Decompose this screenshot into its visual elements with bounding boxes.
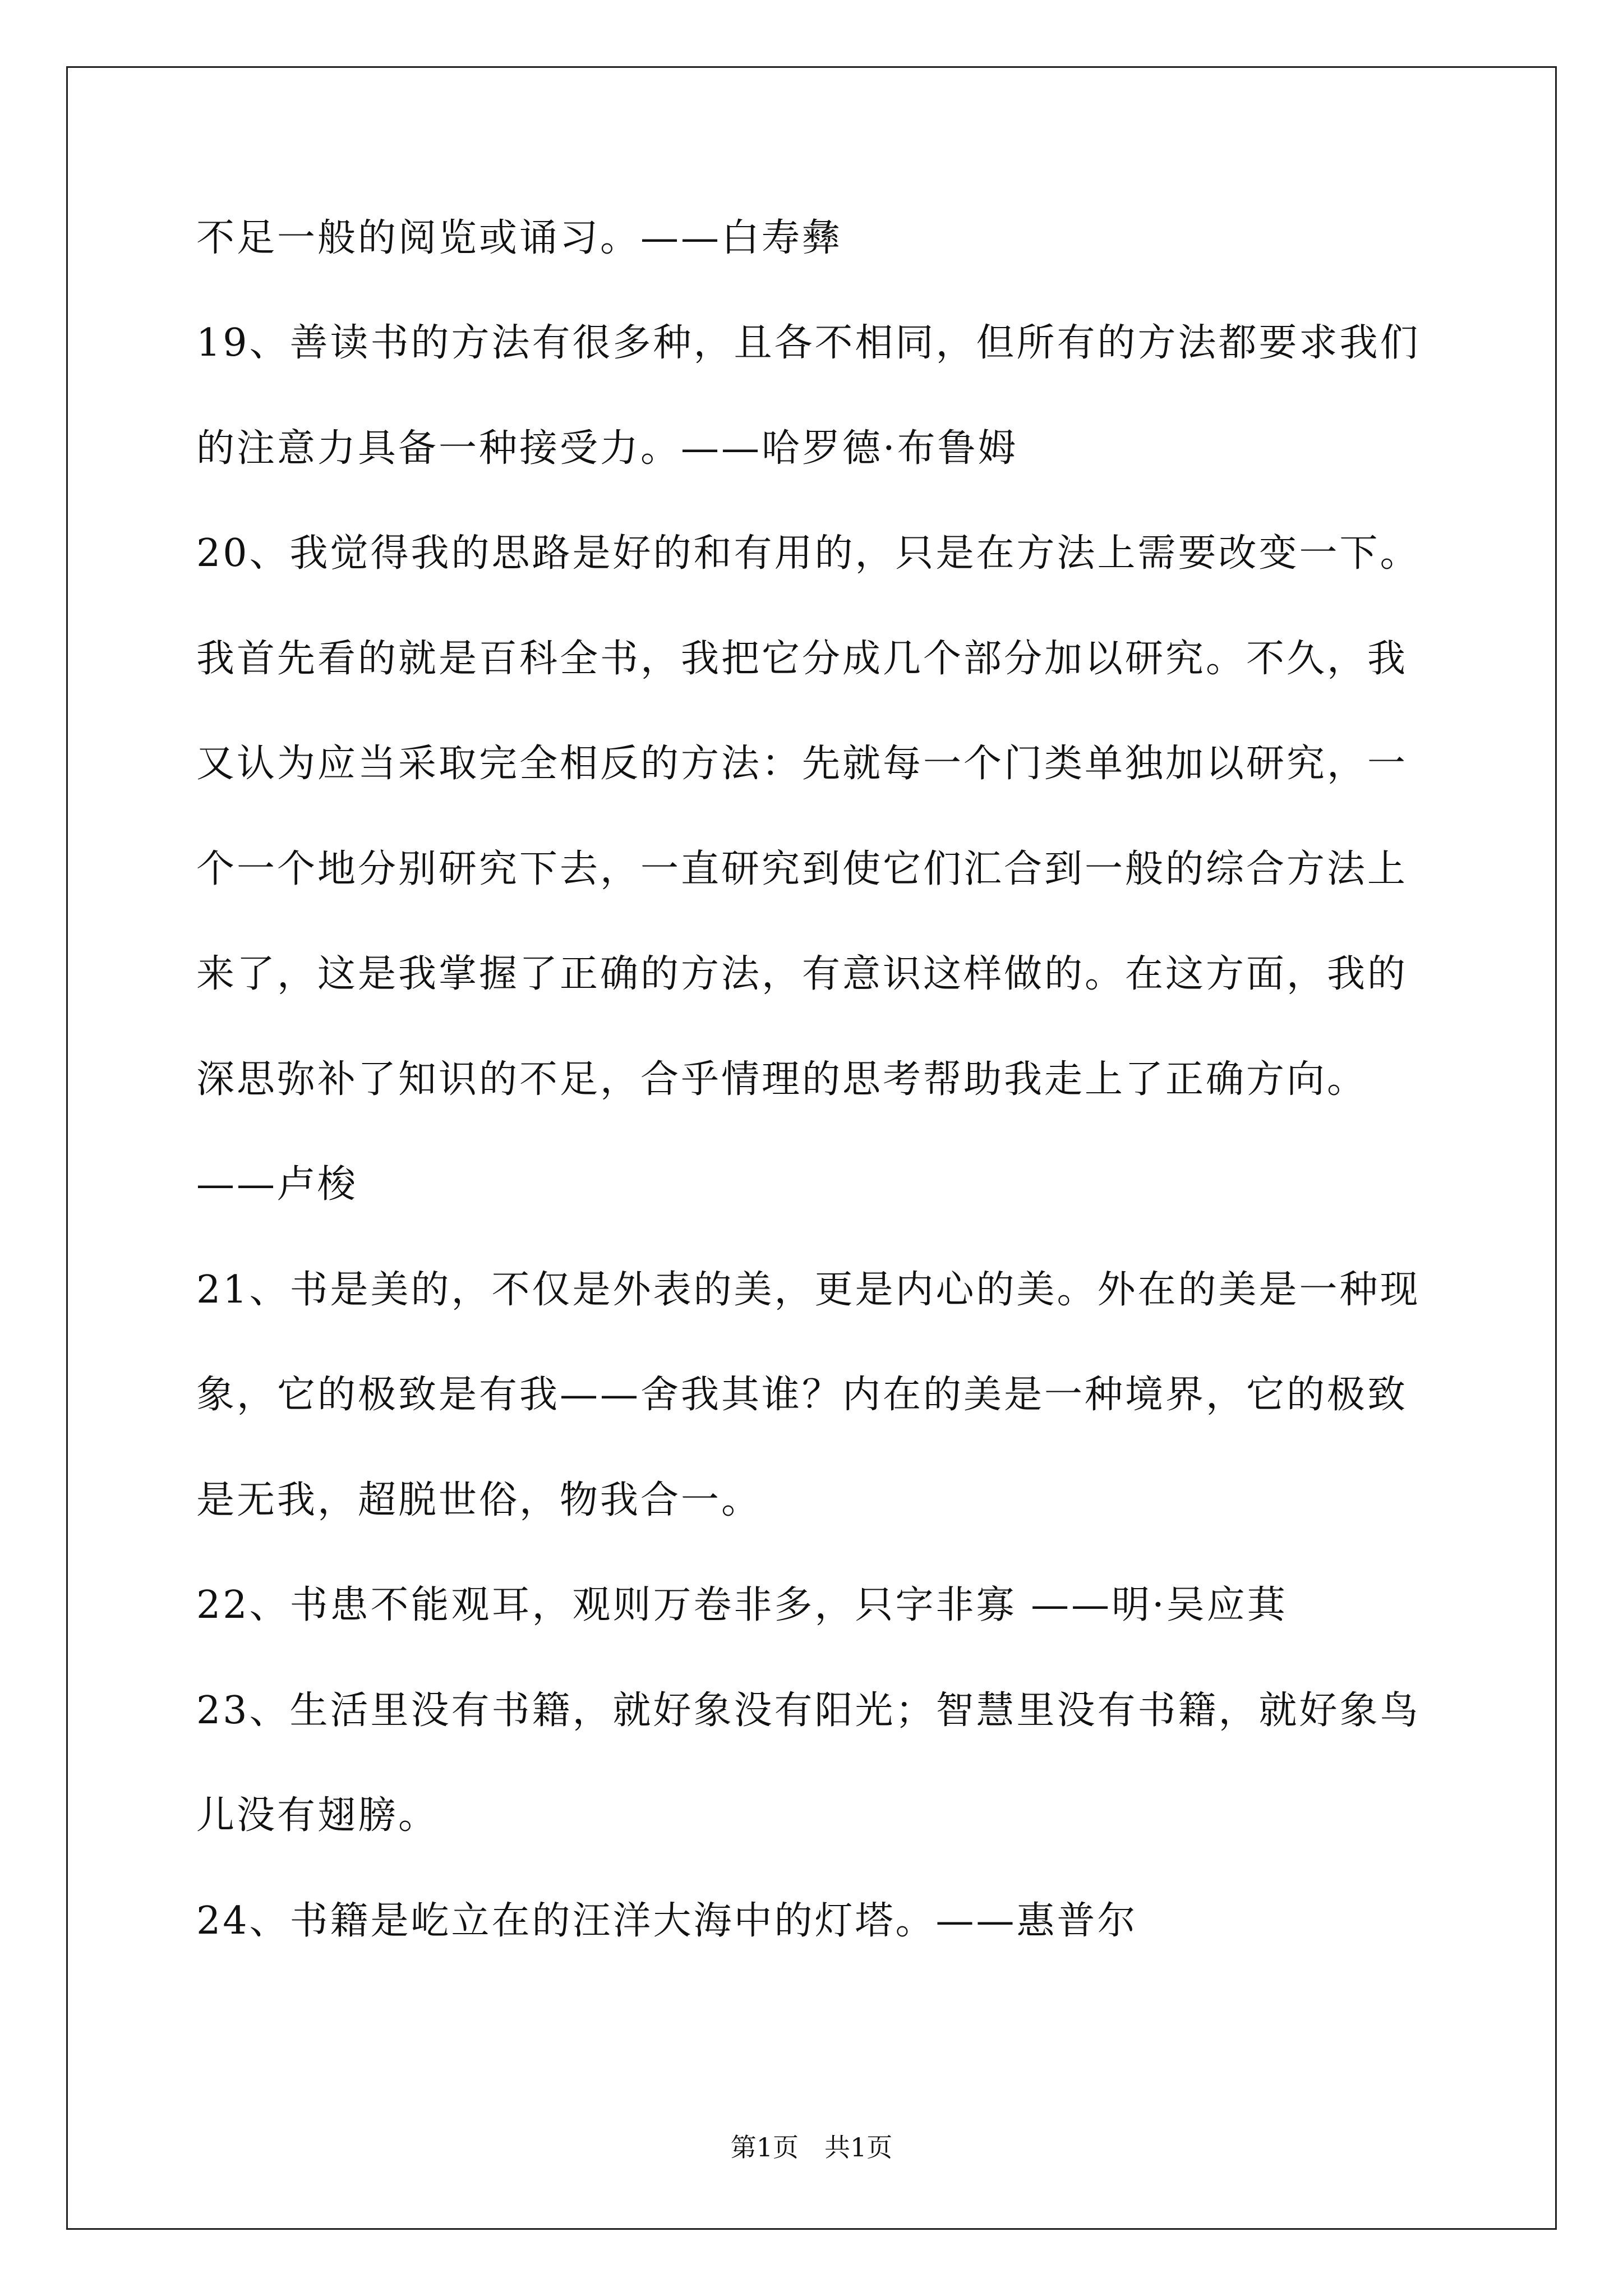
text-line: 22、书患不能观耳，观则万卷非多，只字非寡 ——明·吴应萁 bbox=[196, 1583, 1288, 1627]
text-line: 19、善读书的方法有很多种，且各不相同，但所有的方法都要求我们 bbox=[196, 321, 1421, 365]
text-line: 24、书籍是屹立在的汪洋大海中的灯塔。——惠普尔 bbox=[196, 1899, 1138, 1943]
text-line: 个一个地分别研究下去，一直研究到使它们汇合到一般的综合方法上 bbox=[196, 847, 1408, 891]
text-line: ——卢梭 bbox=[196, 1162, 358, 1207]
text-line: 的注意力具备一种接受力。——哈罗德·布鲁姆 bbox=[196, 426, 1018, 471]
text-line: 我首先看的就是百科全书，我把它分成几个部分加以研究。不久，我 bbox=[196, 637, 1408, 681]
text-line: 儿没有翅膀。 bbox=[196, 1793, 439, 1838]
text-line: 来了，这是我掌握了正确的方法，有意识这样做的。在这方面，我的 bbox=[196, 952, 1408, 996]
text-line: 象，它的极致是有我——舍我其谁？内在的美是一种境界，它的极致 bbox=[196, 1373, 1408, 1417]
text-line: 21、书是美的，不仅是外表的美，更是内心的美。外在的美是一种现 bbox=[196, 1268, 1421, 1312]
text-line: 又认为应当采取完全相反的方法：先就每一个门类单独加以研究，一 bbox=[196, 742, 1408, 786]
page-footer: 第1页 共1页 bbox=[730, 2132, 893, 2162]
text-line: 不足一般的阅览或诵习。——白寿彝 bbox=[196, 216, 843, 260]
text-line: 23、生活里没有书籍，就好象没有阳光；智慧里没有书籍，就好象鸟 bbox=[196, 1688, 1421, 1733]
text-line: 是无我，超脱世俗，物我合一。 bbox=[196, 1478, 762, 1522]
text-line: 深思弥补了知识的不足，合乎情理的思考帮助我走上了正确方向。 bbox=[196, 1057, 1368, 1102]
text-line: 20、我觉得我的思路是好的和有用的，只是在方法上需要改变一下。 bbox=[196, 531, 1421, 576]
